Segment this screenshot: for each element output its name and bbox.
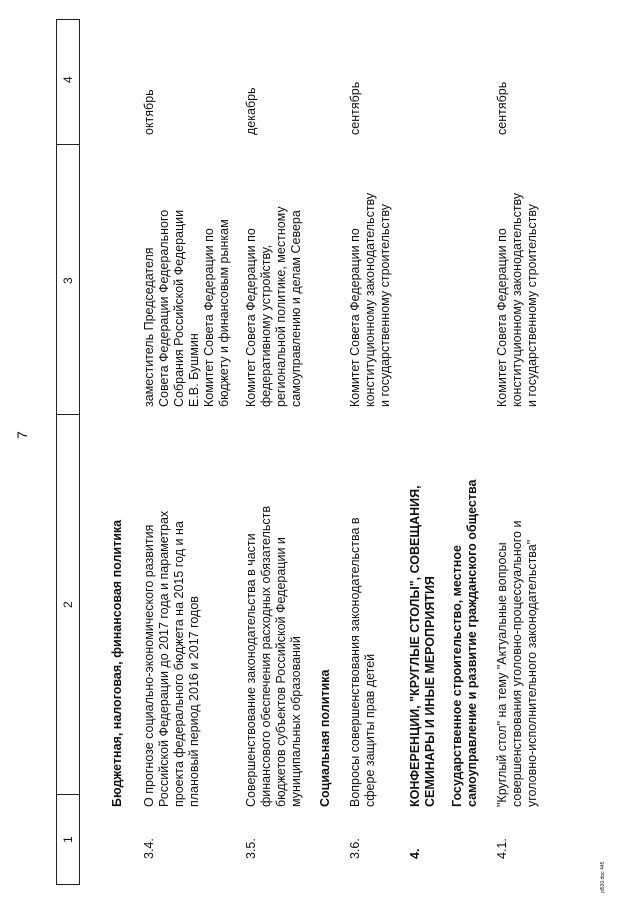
row-3-6-date: сентябрь [348,81,362,135]
header-divider-3 [56,144,80,145]
row-3-5-line-4: муниципальных образований [289,636,303,807]
row-3-6-line-1: Вопросы совершенствования законодательства в [348,517,362,807]
row-number-3-4: 3.4. [142,838,156,859]
row-3-5-resp-3: региональной политике, местному [274,206,288,407]
section-heading-state-1: Государственное строительство, местное [450,545,464,807]
header-right-border [56,19,80,20]
row-3-5-resp-2: федеративному устройству, [259,244,273,407]
row-3-6-resp-3: и государственному строительству [378,204,392,407]
row-3-5-date: декабрь [244,87,258,135]
column-number-2: 2 [61,601,75,608]
row-4-1-resp-1: Комитет Совета Федерации по [495,228,509,407]
row-4-1-resp-2: конституционному законодательству [510,192,524,407]
header-divider-2 [56,414,80,415]
row-number-3-6: 3.6. [348,838,362,859]
row-3-5-line-3: бюджетов субъектов Российской Федерации и [274,537,288,807]
footer-document-code: pl530.doc 445 [600,861,606,893]
column-number-1: 1 [61,836,75,843]
row-3-5-line-1: Совершенствование законодательства в части [244,533,258,807]
column-number-3: 3 [61,277,75,284]
section-heading-budget: Бюджетная, налоговая, финансовая политика [110,519,124,807]
row-3-5-line-2: финансового обеспечения расходных обязательств [259,505,273,807]
header-left-border [56,884,80,885]
row-3-5-resp-1: Комитет Совета Федерации по [244,228,258,407]
row-4-1-resp-3: и государственному строительству [525,204,539,407]
header-divider-1 [56,794,80,795]
page-number: 7 [14,431,30,439]
row-4-line-1: КОНФЕРЕНЦИИ, "КРУГЛЫЕ СТОЛЫ", СОВЕЩАНИЯ, [408,485,422,807]
row-4-1-line-1: "Круглый стол" на тему "Актуальные вопросы [495,542,509,807]
row-3-5-resp-4: самоуправлению и делам Севера [289,210,303,407]
row-3-4-resp-5: Комитет Совета Федерации по [202,228,216,407]
row-3-4-line-3: проекта федерального бюджета на 2015 год и на [172,521,186,807]
row-3-4-line-2: Российской Федерации до 2017 года и параметрах [157,510,171,807]
row-number-4-1: 4.1. [495,838,509,859]
row-3-4-resp-3: Собрания Российской Федерации [172,209,186,407]
row-3-6-resp-2: конституционному законодательству [363,192,377,407]
row-3-4-line-4: плановый период 2016 и 2017 годов [187,596,201,807]
row-3-4-date: октябрь [142,89,156,135]
row-3-4-resp-4: Е.В. Бушмин [187,333,201,407]
row-4-1-line-3: уголовно-исполнительного законодательства" [525,539,539,807]
row-number-3-5: 3.5. [244,838,258,859]
row-3-6-line-2: сфере защиты прав детей [363,653,377,807]
column-number-4: 4 [61,76,75,83]
section-heading-social: Социальная политика [318,669,332,807]
row-3-6-resp-1: Комитет Совета Федерации по [348,228,362,407]
row-4-1-line-2: совершенствования уголовно-процессуального и [510,520,524,807]
header-top-border [56,20,57,885]
row-4-1-date: сентябрь [495,81,509,135]
row-3-4-resp-1: заместитель Председателя [142,247,156,407]
row-3-4-line-1: О прогнозе социально-экономического развития [142,524,156,807]
row-4-line-2: СЕМИНАРЫ И ИНЫЕ МЕРОПРИЯТИЯ [423,576,437,807]
row-number-4: 4. [408,848,422,859]
header-bottom-border [79,20,80,885]
section-heading-state-2: самоуправление и развитие гражданского общества [465,479,479,807]
row-3-4-resp-2: Совета Федерации Федерального [157,209,171,407]
row-3-4-resp-6: бюджету и финансовым рынкам [217,219,231,407]
